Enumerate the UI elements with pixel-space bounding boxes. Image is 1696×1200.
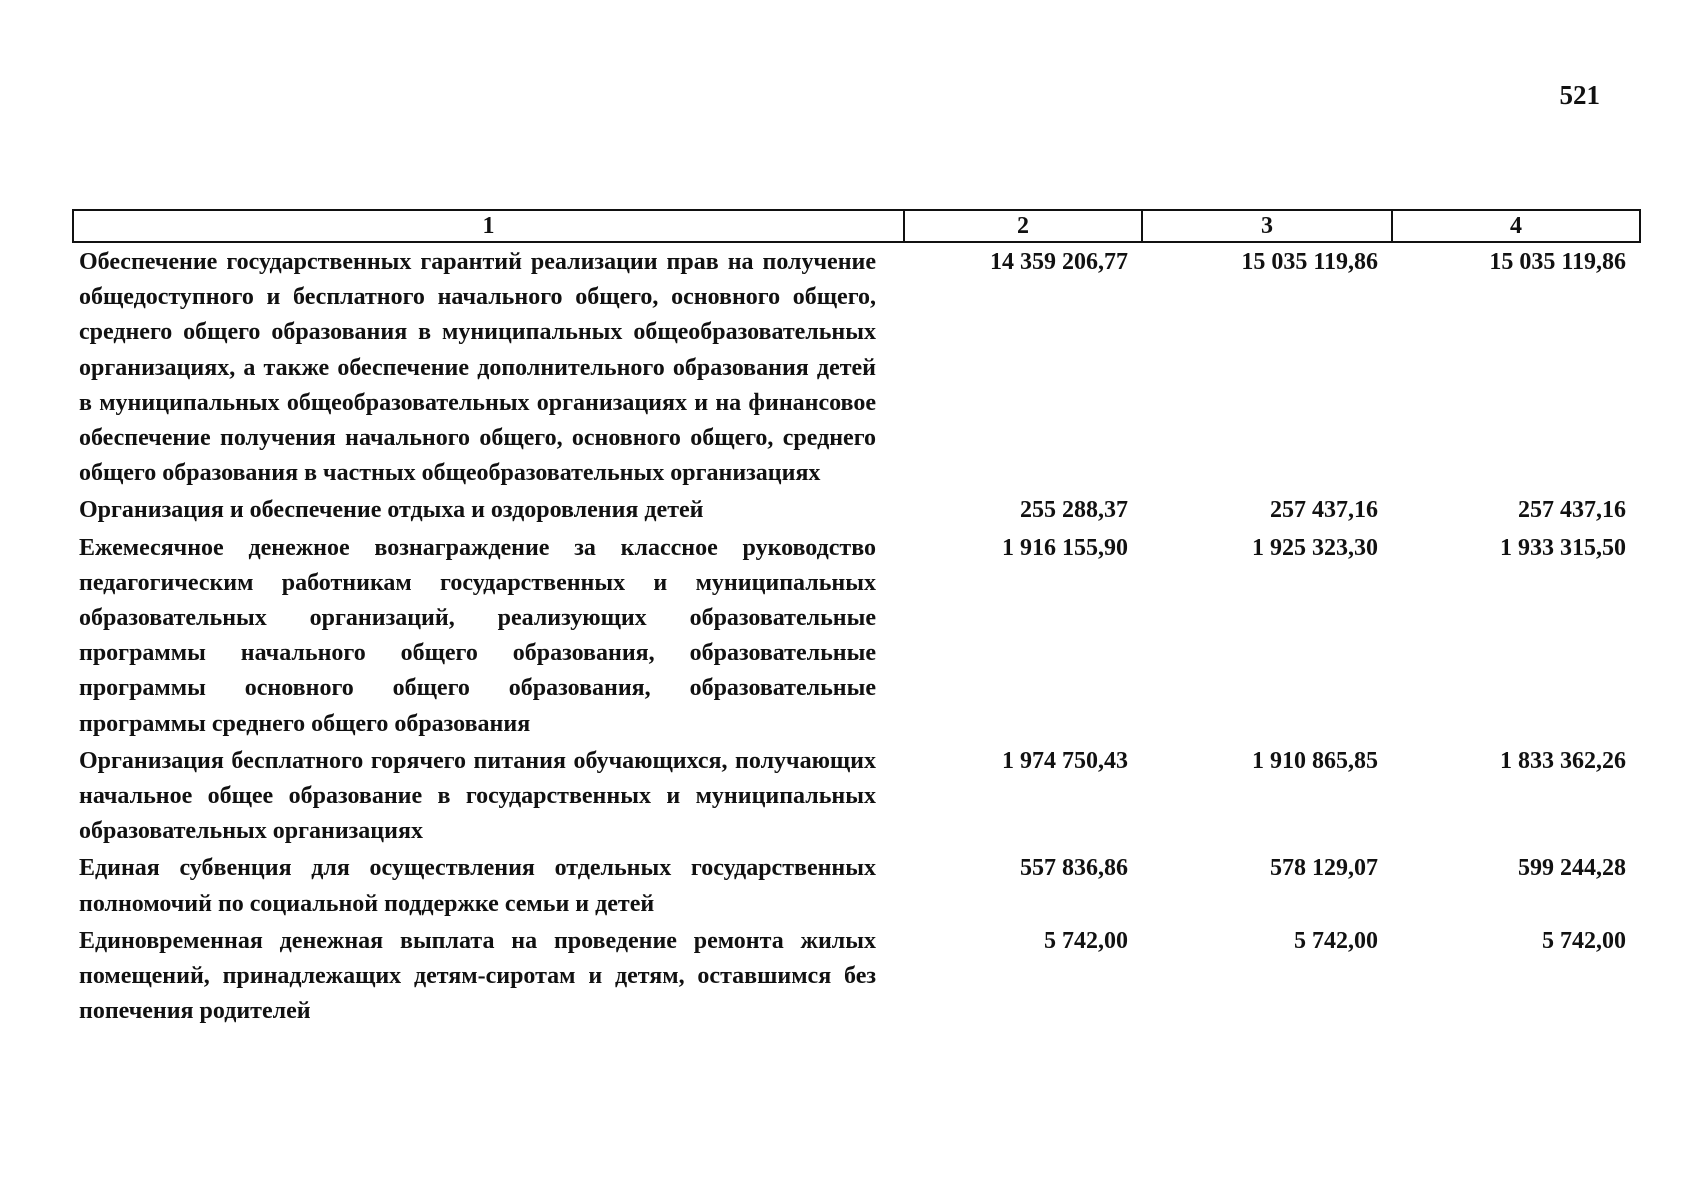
value-col-3: 5 742,00: [1294, 927, 1378, 954]
column-header-3: 3: [1142, 210, 1392, 242]
table-row: [73, 742, 1640, 850]
value-col-2: 557 836,86: [1020, 855, 1128, 882]
value-col-4: 1 833 362,26: [1500, 747, 1626, 774]
value-col-2: 1 974 750,43: [1002, 747, 1128, 774]
value-col-2: 255 288,37: [1020, 497, 1128, 524]
value-col-4: 1 933 315,50: [1500, 534, 1626, 561]
column-header-1: 1: [73, 210, 904, 242]
column-header-2: 2: [904, 210, 1142, 242]
budget-table: [72, 209, 1641, 1029]
table-row: [73, 529, 1640, 742]
table-header: [73, 210, 1640, 242]
value-col-3: 257 437,16: [1270, 497, 1378, 524]
row-description: Организация и обеспечение отдыха и оздоровления детей: [79, 497, 704, 524]
table-row: [73, 491, 1640, 528]
row-description: Единовременная денежная выплата на проведение ремонта жилых помещений, принадлежащих детям-сиротам и детям, оставшимся без попечения родителей: [79, 927, 876, 1025]
column-header-4: 4: [1392, 210, 1640, 242]
page-number: 521: [1559, 80, 1600, 110]
table-row: [73, 849, 1640, 921]
value-col-4: 257 437,16: [1518, 497, 1626, 524]
value-col-4: 5 742,00: [1542, 927, 1626, 954]
row-description: Обеспечение государственных гарантий реализации прав на получение общедоступного и бесплатного начального общего, основного общего, среднего общего образования в муниципальных общеобразовательных организациях, а также обеспечение дополнительного образования детей в муниципальных общеобразовательных организациях и на финансовое обеспечение получения начального общего, основного общего, среднего общего образования в частных общеобразовательных организациях: [79, 249, 876, 487]
table-row: [73, 242, 1640, 491]
value-col-2: 14 359 206,77: [990, 249, 1128, 275]
value-col-4: 599 244,28: [1518, 855, 1626, 882]
value-col-3: 15 035 119,86: [1241, 249, 1378, 275]
table-row: [73, 922, 1640, 1030]
value-col-2: 1 916 155,90: [1002, 534, 1128, 561]
value-col-2: 5 742,00: [1044, 927, 1128, 954]
value-col-4: 15 035 119,86: [1489, 249, 1626, 275]
row-description: Организация бесплатного горячего питания обучающихся, получающих начальное общее образование в государственных и муниципальных образовательных организациях: [79, 747, 876, 845]
row-description: Единая субвенция для осуществления отдельных государственных полномочий по социальной поддержке семьи и детей: [79, 855, 876, 917]
value-col-3: 1 925 323,30: [1252, 534, 1378, 561]
header-row: [73, 210, 1640, 242]
value-col-3: 1 910 865,85: [1252, 747, 1378, 774]
table-body: [73, 242, 1640, 1029]
value-col-3: 578 129,07: [1270, 855, 1378, 882]
row-description: Ежемесячное денежное вознаграждение за классное руководство педагогическим работникам государственных и муниципальных образовательных организаций, реализующих образовательные программы начального общего образования, образовательные программы основного общего образования, образовательные программы среднего общего образования: [79, 534, 876, 737]
